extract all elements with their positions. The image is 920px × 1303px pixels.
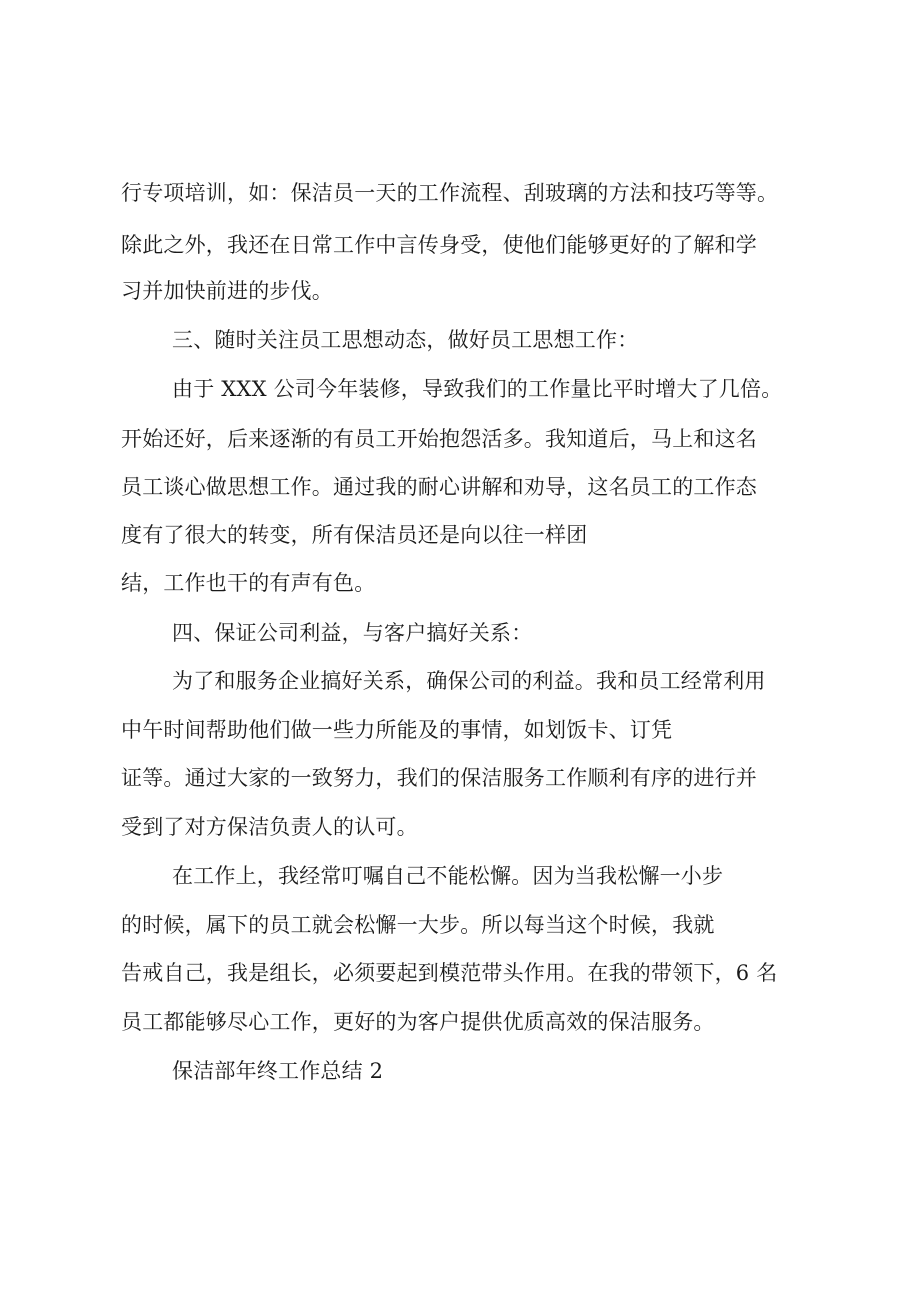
text-line: 在工作上，我经常叮嘱自己不能松懈。因为当我松懈一小步 xyxy=(172,864,724,888)
text-line: 受到了对方保洁负责人的认可。 xyxy=(121,815,418,839)
text-line: 习并加快前进的步伐。 xyxy=(121,279,333,303)
text-line: 中午时间帮助他们做一些力所能及的事情，如划饭卡、订凭 xyxy=(121,718,673,742)
text-line: 的时候，属下的员工就会松懈一大步。所以每当这个时候，我就 xyxy=(121,913,715,937)
text-line: 由于 XXX 公司今年装修，导致我们的工作量比平时增大了几倍。 xyxy=(172,377,783,401)
text-line: 证等。通过大家的一致努力，我们的保洁服务工作顺利有序的进行并 xyxy=(121,766,757,790)
text-line: 结，工作也干的有声有色。 xyxy=(121,571,376,595)
text-line: 行专项培训，如：保洁员一天的工作流程、刮玻璃的方法和技巧等等。 xyxy=(121,181,779,205)
text-line: 度有了很大的转变，所有保洁员还是向以往一样团 xyxy=(121,523,588,547)
section-heading: 三、随时关注员工思想动态，做好员工思想工作： xyxy=(172,328,639,352)
document-title: 保洁部年终工作总结 2 xyxy=(172,1059,384,1083)
text-line: 员工谈心做思想工作。通过我的耐心讲解和劝导，这名员工的工作态 xyxy=(121,475,757,499)
text-line: 员工都能够尽心工作，更好的为客户提供优质高效的保洁服务。 xyxy=(121,1010,715,1034)
section-heading: 四、保证公司利益，与客户搞好关系： xyxy=(172,621,533,645)
text-line: 为了和服务企业搞好关系，确保公司的利益。我和员工经常利用 xyxy=(172,669,766,693)
text-line: 开始还好，后来逐渐的有员工开始抱怨活多。我知道后，马上和这名 xyxy=(121,427,757,451)
text-line: 除此之外，我还在日常工作中言传身受，使他们能够更好的了解和学 xyxy=(121,233,757,257)
text-line: 告戒自己，我是组长，必须要起到模范带头作用。在我的带领下，6 名 xyxy=(121,961,778,985)
